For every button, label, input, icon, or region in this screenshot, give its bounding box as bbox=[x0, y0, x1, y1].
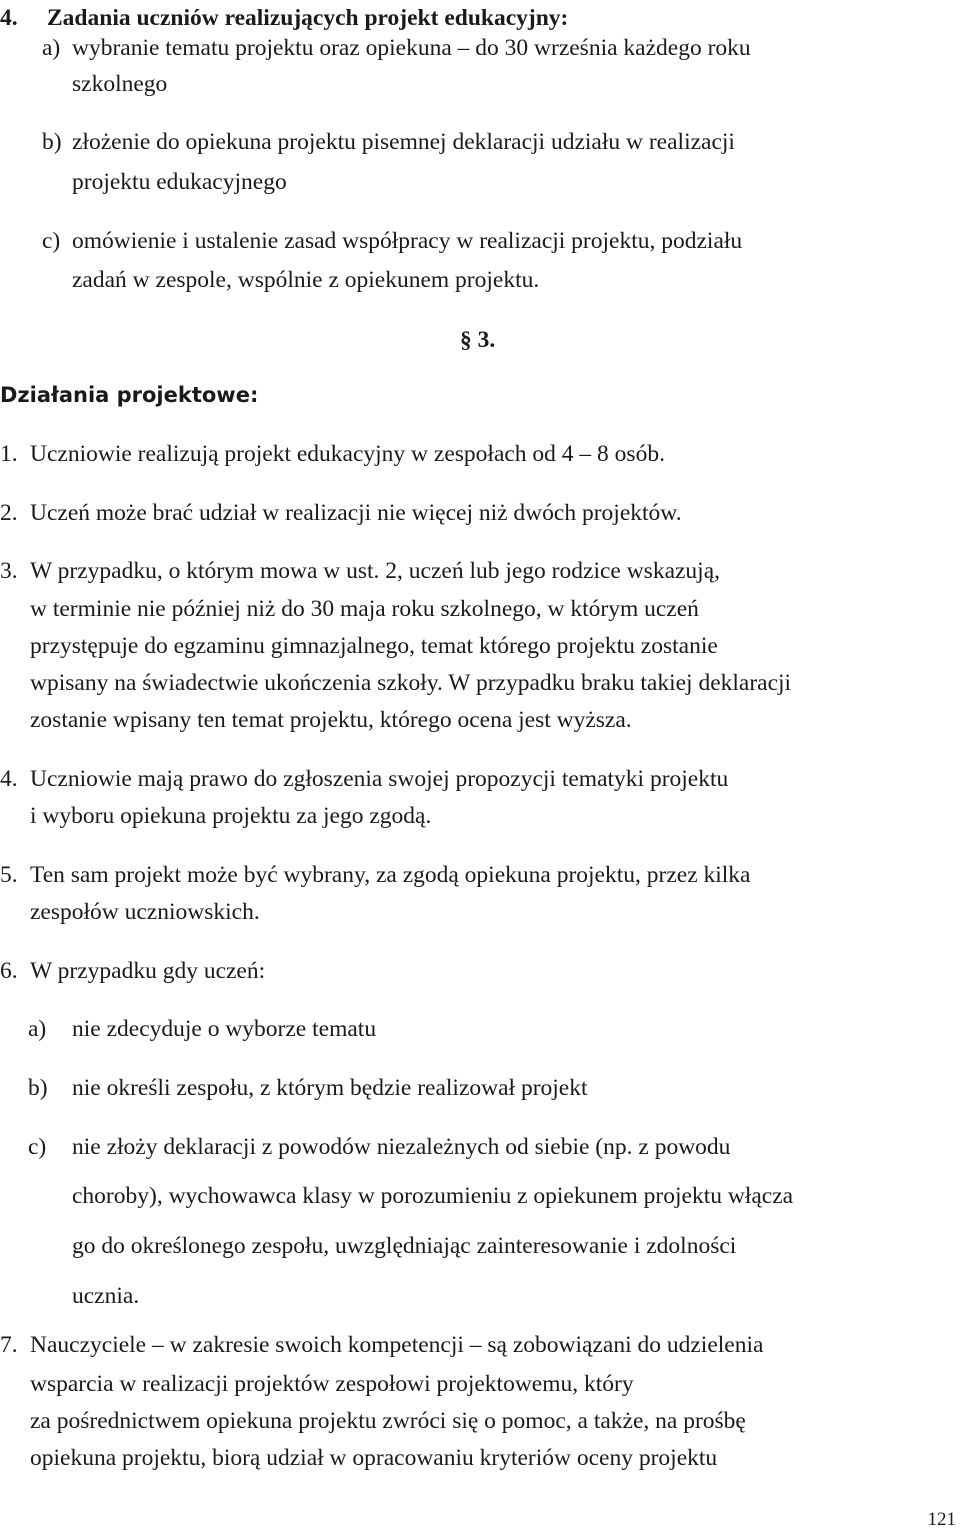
point-line: Uczniowie mają prawo do zgłoszenia swojej propozycji tematyki projektu bbox=[30, 766, 729, 792]
sub-item-line: choroby), wychowawca klasy w porozumieniu z opiekunem projektu włącza bbox=[72, 1183, 794, 1209]
item-line: zadań w zespole, wspólnie z opiekunem projektu. bbox=[72, 267, 540, 293]
section-heading: Zadania uczniów realizujących projekt edukacyjny: bbox=[47, 5, 569, 31]
point-line: przystępuje do egzaminu gimnazjalnego, temat którego projektu zostanie bbox=[30, 633, 718, 659]
point-number: 2. bbox=[0, 500, 18, 526]
sub-item-label-b: b) bbox=[28, 1075, 48, 1101]
paragraph-mark: § 3. bbox=[460, 327, 496, 353]
sub-item-line: go do określonego zespołu, uwzględniając zainteresowanie i zdolności bbox=[72, 1233, 737, 1259]
item-line: omówienie i ustalenie zasad współpracy w realizacji projektu, podziału bbox=[72, 228, 743, 254]
point-line: W przypadku gdy uczeń: bbox=[30, 958, 266, 984]
point-line: W przypadku, o którym mowa w ust. 2, uczeń lub jego rodzice wskazują, bbox=[30, 558, 721, 584]
item-label-b: b) bbox=[42, 129, 62, 155]
point-number: 6. bbox=[0, 958, 18, 984]
point-number: 7. bbox=[0, 1332, 18, 1358]
item-label-c: c) bbox=[42, 228, 61, 254]
point-line: Uczniowie realizują projekt edukacyjny w zespołach od 4 – 8 osób. bbox=[30, 441, 665, 467]
actions-heading: Działania projektowe: bbox=[0, 383, 259, 407]
sub-item-line: nie określi zespołu, z którym będzie realizował projekt bbox=[72, 1075, 588, 1101]
point-number: 4. bbox=[0, 766, 18, 792]
point-number: 1. bbox=[0, 441, 18, 467]
point-line: opiekuna projektu, biorą udział w opracowaniu kryteriów oceny projektu bbox=[30, 1445, 718, 1471]
sub-item-label-a: a) bbox=[28, 1016, 47, 1042]
point-line: Ten sam projekt może być wybrany, za zgodą opiekuna projektu, przez kilka bbox=[30, 862, 751, 888]
point-line: w terminie nie później niż do 30 maja roku szkolnego, w którym uczeń bbox=[30, 596, 699, 622]
item-label-a: a) bbox=[42, 35, 61, 61]
sub-item-line: nie złoży deklaracji z powodów niezależnych od siebie (np. z powodu bbox=[72, 1134, 731, 1160]
sub-item-line: nie zdecyduje o wyborze tematu bbox=[72, 1016, 377, 1042]
point-line: za pośrednictwem opiekuna projektu zwróci się o pomoc, a także, na prośbę bbox=[30, 1408, 746, 1434]
point-line: Nauczyciele – w zakresie swoich kompetencji – są zobowiązani do udzielenia bbox=[30, 1332, 764, 1358]
sub-item-line: ucznia. bbox=[72, 1283, 140, 1309]
point-line: i wyboru opiekuna projektu za jego zgodą. bbox=[30, 803, 432, 829]
item-line: projektu edukacyjnego bbox=[72, 169, 287, 195]
page-number: 121 bbox=[927, 1509, 956, 1530]
item-line: wybranie tematu projektu oraz opiekuna – do 30 września każdego roku bbox=[72, 35, 751, 61]
point-line: Uczeń może brać udział w realizacji nie więcej niż dwóch projektów. bbox=[30, 500, 682, 526]
point-line: wpisany na świadectwie ukończenia szkoły. W przypadku braku takiej deklaracji bbox=[30, 670, 792, 696]
item-line: złożenie do opiekuna projektu pisemnej deklaracji udziału w realizacji bbox=[72, 129, 735, 155]
item-line: szkolnego bbox=[72, 71, 168, 97]
point-number: 3. bbox=[0, 558, 18, 584]
point-line: zespołów uczniowskich. bbox=[30, 899, 260, 925]
point-line: zostanie wpisany ten temat projektu, którego ocena jest wyższa. bbox=[30, 707, 632, 733]
point-line: wsparcia w realizacji projektów zespołowi projektowemu, który bbox=[30, 1371, 634, 1397]
point-number: 5. bbox=[0, 862, 18, 888]
section-number: 4. bbox=[0, 5, 18, 31]
sub-item-label-c: c) bbox=[28, 1134, 47, 1160]
